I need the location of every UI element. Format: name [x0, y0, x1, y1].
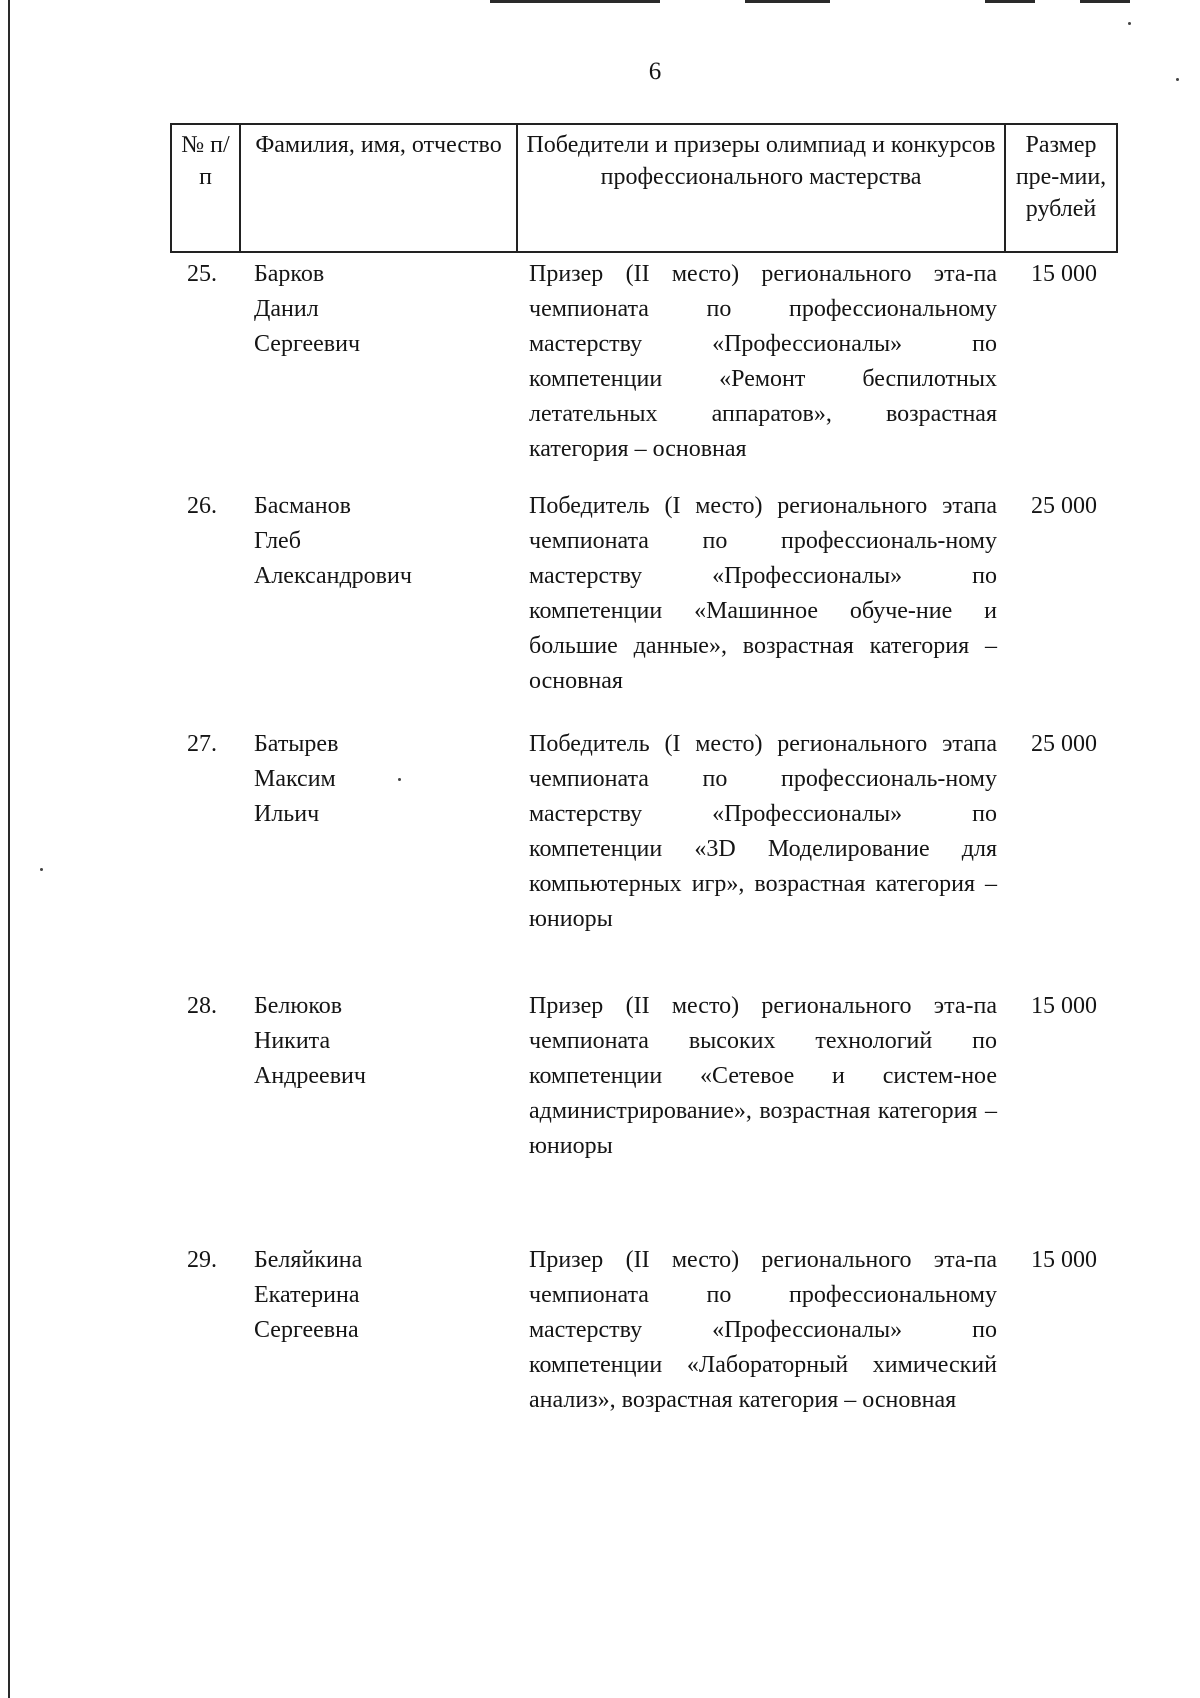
- scan-top-rule: [985, 0, 1035, 3]
- header-name: Фамилия, имя, отчество: [240, 124, 517, 252]
- scan-speck: [40, 868, 43, 871]
- surname: Белюков: [254, 993, 343, 1019]
- table-row: [171, 985, 1117, 1239]
- first-name: Глеб: [254, 528, 301, 554]
- award-amount: 25 000: [1031, 731, 1097, 757]
- table-row: [171, 1239, 1117, 1473]
- table-header-row: [171, 124, 1117, 252]
- award-amount: 15 000: [1031, 261, 1097, 287]
- surname: Басманов: [254, 493, 351, 519]
- patronymic: Андреевич: [254, 1063, 366, 1089]
- row-number: 27.: [187, 731, 217, 757]
- row-number: 28.: [187, 993, 217, 1019]
- scan-top-rule: [1080, 0, 1130, 3]
- person-name: [240, 252, 517, 485]
- award-amount: 15 000: [1031, 993, 1097, 1019]
- header-amount: Размер пре-мии, рублей: [1005, 124, 1117, 252]
- row-number: 26.: [187, 493, 217, 519]
- person-name: [240, 985, 517, 1239]
- patronymic: Александрович: [254, 563, 412, 589]
- person-name: [240, 1239, 517, 1473]
- award-amount: 15 000: [1031, 1247, 1097, 1273]
- header-number: № п/п: [171, 124, 240, 252]
- award-description: Призер (II место) регионального эта-па чемпионата по профессиональному мастерству «Профессионалы» по компетенции «Лабораторный химический анализ», возрастная категория – основная: [529, 1247, 997, 1413]
- header-description: Победители и призеры олимпиад и конкурсов профессионального мастерства: [517, 124, 1005, 252]
- table-row: [171, 252, 1117, 485]
- row-number: 29.: [187, 1247, 217, 1273]
- person-name: [240, 485, 517, 723]
- award-table: [170, 123, 1118, 1473]
- table-row: [171, 723, 1117, 985]
- patronymic: Сергеевна: [254, 1317, 359, 1343]
- page-number: 6: [648, 58, 662, 85]
- award-description: Победитель (I место) регионального этапа чемпионата по профессиональ-ному мастерству «Профессионалы» по компетенции «Машинное обуче-ние и большие данные», возрастная категория – основная: [529, 493, 997, 694]
- surname: Батырев: [254, 731, 339, 757]
- first-name: Максим: [254, 766, 336, 792]
- scan-top-rule: [745, 0, 830, 3]
- award-description: Призер (II место) регионального эта-па чемпионата по профессиональному мастерству «Профессионалы» по компетенции «Ремонт беспилотных летательных аппаратов», возрастная категория – основная: [529, 261, 997, 462]
- first-name: Никита: [254, 1028, 331, 1054]
- scan-speck: [1128, 22, 1131, 25]
- award-description: Победитель (I место) регионального этапа чемпионата по профессиональ-ному мастерству «Профессионалы» по компетенции «3D Моделирование для компьютерных игр», возрастная категория – юниоры: [529, 731, 997, 932]
- surname: Беляйкина: [254, 1247, 363, 1273]
- first-name: Данил: [254, 296, 319, 322]
- scan-left-edge: [8, 0, 10, 1698]
- surname: Барков: [254, 261, 325, 287]
- first-name: Екатерина: [254, 1282, 360, 1308]
- award-amount: 25 000: [1031, 493, 1097, 519]
- person-name: [240, 723, 517, 985]
- award-description: Призер (II место) регионального эта-па чемпионата высоких технологий по компетенции «Сетевое и систем-ное администрирование», возрастная категория – юниоры: [529, 993, 997, 1159]
- scan-top-rule: [490, 0, 660, 3]
- row-number: 25.: [187, 261, 217, 287]
- patronymic: Сергеевич: [254, 331, 361, 357]
- table-row: [171, 485, 1117, 723]
- patronymic: Ильич: [254, 801, 320, 827]
